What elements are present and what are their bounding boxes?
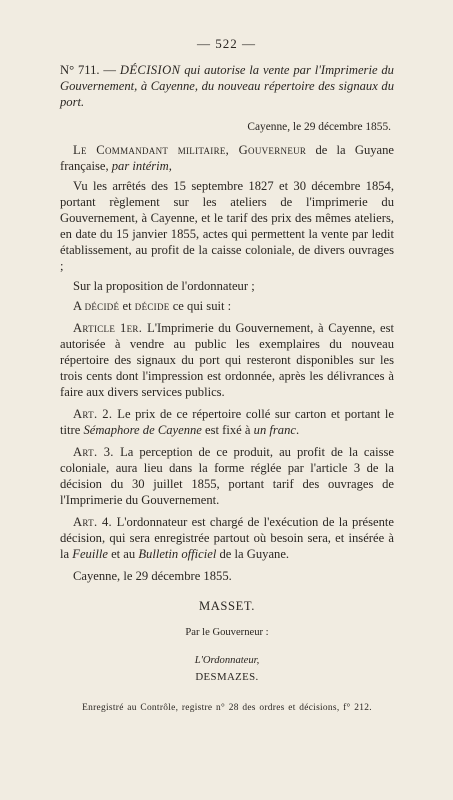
article-text: et au: [107, 547, 139, 561]
par-le-gouverneur: Par le Gouverneur :: [185, 627, 269, 638]
intro-rest: de la Guyane française,: [60, 143, 395, 173]
decision-word: DÉCISION: [119, 63, 181, 77]
article-label: Art. 2.: [73, 407, 118, 421]
article-text: Feuille: [72, 547, 108, 561]
intro-interim: par intérim,: [111, 159, 172, 173]
decision-title: qui autorise la vente par l'Imprimerie du Gouvernement, à Cayenne, du nouveau répertoire des signaux du port.: [60, 63, 394, 109]
decide-paragraph: [60, 298, 394, 314]
article-paragraph: [60, 514, 394, 562]
article-label: Article 1er.: [73, 321, 148, 335]
article-text: est fixé à: [201, 423, 254, 437]
article-text: La perception de ce produit, au profit de la caisse coloniale, aura lieu dans la forme réglée par l'article 3 de la décision du 30 juillet 1855, portant tarif des ouvrages de l'Imprimerie du Gouvernement.: [60, 445, 394, 507]
ordonnateur-signature: DESMAZES.: [195, 671, 259, 683]
article-paragraph: [60, 406, 394, 438]
vu-paragraph: Vu les arrêtés des 15 septembre 1827 et 30 décembre 1854, portant règlement sur les ateliers de l'imprimerie du Gouvernement, à Cayenne, et le tarif des prix des mêmes ateliers, en date du 15 janvier 1855, actes qui permettent la vente par ledit établissement, au profit de la caisse coloniale, de divers ouvrages ;: [60, 179, 394, 273]
decide-et: et: [122, 299, 132, 313]
ordonnateur-title: L'Ordonnateur,: [194, 655, 260, 666]
article-text: .: [295, 423, 300, 437]
article-text: L'ordonnateur est chargé de l'exécution de la présente décision, qui sera enregistrée partout où besoin sera, et insérée à la: [60, 515, 394, 561]
dateline: Cayenne, le 29 décembre 1855.: [247, 121, 391, 133]
governor-signature: MASSET.: [198, 599, 256, 613]
article-text: Bulletin officiel: [138, 547, 217, 561]
intro-title: Le Commandant militaire, Gouverneur: [73, 143, 307, 157]
article-text: Le prix de ce répertoire collé sur carton et portant le titre: [60, 407, 394, 437]
decide-word-2: décide: [134, 299, 170, 313]
decide-word-1: décidé: [84, 299, 120, 313]
decision-number: N° 711. —: [60, 63, 116, 77]
article-text: de la Guyane.: [216, 547, 290, 561]
page-number: — 522 —: [197, 36, 256, 51]
article-paragraph: [60, 444, 394, 508]
article-paragraph: [60, 320, 394, 400]
articles-list: [60, 320, 394, 562]
proposition-paragraph: Sur la proposition de l'ordonnateur ;: [73, 279, 255, 293]
article-text: un franc: [253, 423, 296, 437]
intro-paragraph: [60, 142, 394, 174]
decision-heading: [60, 62, 394, 110]
decide-a: A: [73, 299, 82, 313]
decide-rest: ce qui suit :: [172, 299, 232, 313]
article-label: Art. 4.: [73, 515, 117, 529]
article-label: Art. 3.: [73, 445, 121, 459]
registration-footer: Enregistré au Contrôle, registre n° 28 des ordres et décisions, f° 212.: [82, 703, 372, 713]
document-body: [60, 62, 394, 716]
article-text: L'Imprimerie du Gouvernement, à Cayenne, est autorisée à vendre au public les exemplaires du nouveau répertoire des signaux du port qui resteront disponibles sur les trois cents dont l'impression est ordonnée, après les délivrances à faire aux divers services publics.: [60, 321, 394, 399]
closing-date: Cayenne, le 29 décembre 1855.: [73, 569, 232, 583]
article-text: Sémaphore de Cayenne: [83, 423, 202, 437]
